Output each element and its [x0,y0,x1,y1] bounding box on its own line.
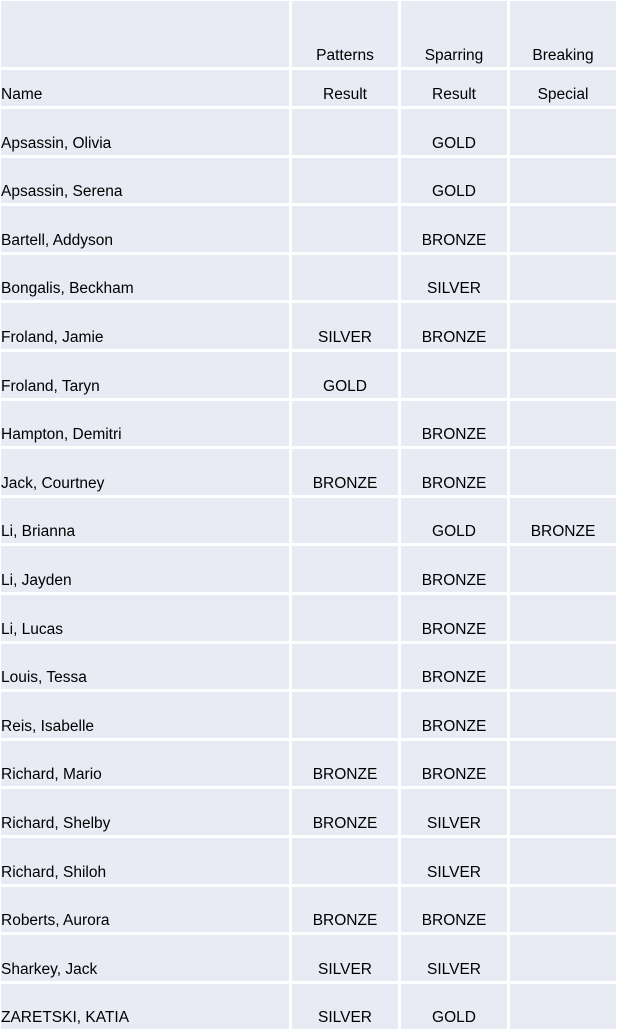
cell-patterns: BRONZE [292,741,398,787]
cell-breaking [510,741,616,787]
cell-name: Apsassin, Olivia [1,109,289,155]
cell-sparring: BRONZE [401,887,507,933]
cell-name: Bongalis, Beckham [1,255,289,301]
cell-name: Richard, Mario [1,741,289,787]
cell-sparring: SILVER [401,838,507,884]
cell-sparring [401,352,507,398]
cell-breaking [510,352,616,398]
cell-name: ZARETSKI, KATIA [1,984,289,1030]
cell-sparring: BRONZE [401,644,507,690]
cell-name: Roberts, Aurora [1,887,289,933]
cell-name: Reis, Isabelle [1,692,289,738]
cell-sparring: GOLD [401,109,507,155]
cell-patterns: BRONZE [292,887,398,933]
table-row [1,158,616,204]
cell-patterns [292,206,398,252]
cell-patterns [292,838,398,884]
table-row [1,206,616,252]
cell-patterns: SILVER [292,935,398,981]
table-row [1,352,616,398]
cell-patterns: BRONZE [292,789,398,835]
cell-patterns: SILVER [292,303,398,349]
cell-patterns [292,109,398,155]
cell-name: Hampton, Demitri [1,401,289,447]
cell-breaking [510,595,616,641]
cell-breaking [510,109,616,155]
table-row [1,109,616,155]
cell-sparring: BRONZE [401,303,507,349]
table-row [1,935,616,981]
cell-sparring: BRONZE [401,449,507,495]
header-row-top [1,1,616,67]
cell-breaking [510,838,616,884]
table-row [1,692,616,738]
cell-sparring: SILVER [401,935,507,981]
cell-patterns [292,158,398,204]
table-row [1,449,616,495]
table-row [1,789,616,835]
cell-breaking: BRONZE [510,498,616,544]
cell-breaking [510,887,616,933]
cell-sparring: BRONZE [401,692,507,738]
cell-breaking [510,255,616,301]
table-row [1,984,616,1030]
table-row [1,401,616,447]
table-row [1,887,616,933]
cell-name: Sharkey, Jack [1,935,289,981]
header-breaking-top: Breaking [510,1,616,67]
cell-patterns: SILVER [292,984,398,1030]
cell-sparring: BRONZE [401,206,507,252]
cell-breaking [510,158,616,204]
cell-breaking [510,644,616,690]
cell-sparring: BRONZE [401,546,507,592]
cell-sparring: SILVER [401,255,507,301]
header-breaking-special: Special [510,70,616,106]
cell-breaking [510,789,616,835]
table-row [1,595,616,641]
cell-sparring: BRONZE [401,595,507,641]
table-row [1,838,616,884]
cell-breaking [510,449,616,495]
cell-patterns [292,401,398,447]
cell-patterns [292,595,398,641]
header-row-bottom [1,70,616,106]
cell-breaking [510,935,616,981]
header-name: Name [1,70,289,106]
cell-sparring: GOLD [401,498,507,544]
cell-sparring: SILVER [401,789,507,835]
cell-breaking [510,692,616,738]
cell-breaking [510,303,616,349]
header-sparring-result: Result [401,70,507,106]
cell-breaking [510,401,616,447]
cell-name: Apsassin, Serena [1,158,289,204]
header-sparring-top: Sparring [401,1,507,67]
cell-name: Li, Jayden [1,546,289,592]
cell-name: Froland, Jamie [1,303,289,349]
cell-breaking [510,206,616,252]
cell-sparring: BRONZE [401,741,507,787]
cell-patterns [292,692,398,738]
cell-name: Froland, Taryn [1,352,289,398]
table-row [1,546,616,592]
table-row [1,498,616,544]
cell-sparring: BRONZE [401,401,507,447]
cell-breaking [510,546,616,592]
table-row [1,741,616,787]
cell-patterns [292,498,398,544]
cell-patterns [292,644,398,690]
cell-name: Li, Brianna [1,498,289,544]
cell-name: Jack, Courtney [1,449,289,495]
table-row [1,255,616,301]
header-name-top [1,1,289,67]
header-patterns-result: Result [292,70,398,106]
cell-patterns [292,255,398,301]
cell-name: Louis, Tessa [1,644,289,690]
cell-name: Richard, Shiloh [1,838,289,884]
cell-name: Bartell, Addyson [1,206,289,252]
cell-patterns [292,546,398,592]
cell-patterns: GOLD [292,352,398,398]
table-row [1,644,616,690]
table-row [1,303,616,349]
cell-patterns: BRONZE [292,449,398,495]
cell-name: Richard, Shelby [1,789,289,835]
cell-sparring: GOLD [401,984,507,1030]
header-patterns-top: Patterns [292,1,398,67]
cell-name: Li, Lucas [1,595,289,641]
cell-breaking [510,984,616,1030]
cell-sparring: GOLD [401,158,507,204]
